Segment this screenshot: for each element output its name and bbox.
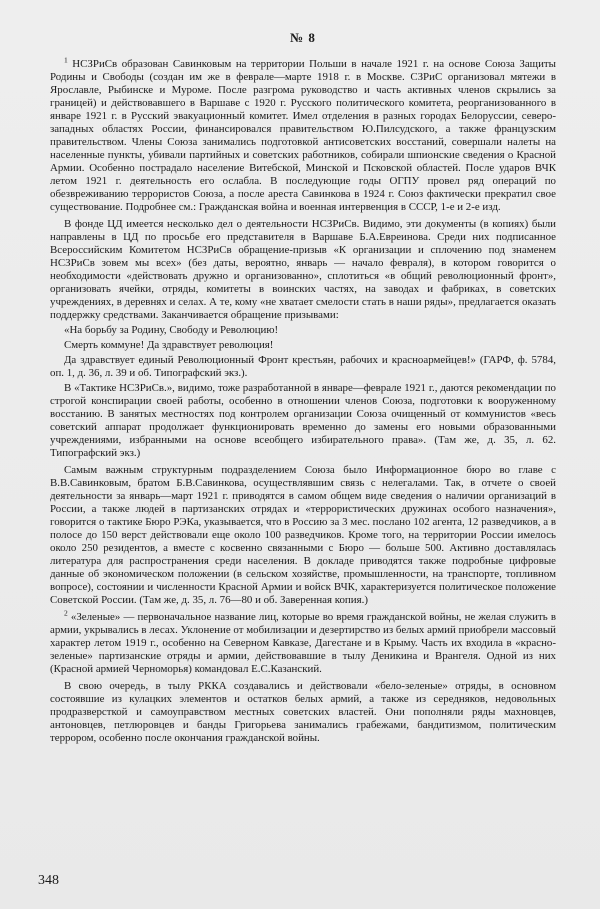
footnote-marker: 1 — [64, 55, 68, 65]
footnote-marker: 2 — [64, 608, 68, 618]
page-number: 348 — [38, 873, 59, 888]
footnote-text: «Зеленые» — первоначальное название лиц, которые во время гражданской войны, не желая служить в армии, укрывались в лесах. Уклонение от мобилизации и дезертирство из белых армий приобрели массовый характер летом 1919 г., особенно на Северном Кавказе, Дагестане и в Крыму. Часть их входила в «красно-зеленые» партизанские отряды и армии, действовавшие в тылу Деникина и Врангеля. Одной из них (Красной армией Черноморья) командовал Е.С.Казанский. — [50, 611, 556, 675]
footnote-1 — [50, 55, 556, 214]
quote-line: Смерть коммуне! Да здравствует революция! — [64, 339, 274, 351]
paragraph: Самым важным структурным подразделением Союза было Информационное бюро во главе с В.В.Савинковым, братом Б.В.Савинкова, осуществлявшим связь с нелегалами. Так, в отчете о своей деятельности за январь—март 1921 г. приводятся в самом общем виде сведения о наличии организаций в России, а также людей в партизанских отрядах и «террористических дружинах особого назначения», говорится о тактике Бюро РЭКа, указывается, что в Россию за 3 мес. послано 102 агента, 12 разведчиков, а в полосе до 150 верст действовали еще около 100 разведчиков. Кроме того, на территории России имелось около 250 резидентов, а вместе с косвенно связанными с Бюро — больше 500. Активно доставлялась литература для распространения среди населения. В докладе приводятся также подробные цифровые данные об экономическом положении (в сельском хозяйстве, промышленности, на транспорте, топливном вопросе), состоянии и численности Красной Армии и войск ВЧК, характеризуется политическое положение Советской России. (Там же, д. 35, л. 76—80 и об. Заверенная копия.) — [50, 464, 556, 606]
paragraph: В «Тактике НСЗРиСв.», видимо, тоже разработанной в январе—феврале 1921 г., даются рекомендации по строгой конспирации своей работы, особенно в отношении членов Союза, подготовки к вооруженному восстанию. В занятых местностях под контролем организации Союза очищенный от коммунистов «весь советский аппарат продолжает функционировать временно до замены его новыми образованными учреждениями, избранными на основе всеобщего избирательного права». (Там же, д. 35, л. 62. Типографский экз.) — [50, 382, 556, 459]
paragraph: В свою очередь, в тылу РККА создавались и действовали «бело-зеленые» отряды, в основном состоявшие из кулацких элементов и остатков белых армий, а также из середняков, недовольных продразверсткой и самоуправством местных советских властей. Они пополняли ряды махновцев, антоновцев, петлюровцев и банды Григорьева занимались грабежами, бандитизмом, политическим террором, особенно после окончания гражданской войны. — [50, 680, 556, 744]
document-number: № 8 — [290, 30, 316, 45]
quote-line: Да здравствует единый Революционный Фронт крестьян, рабочих и красноармейцев!» (ГАРФ, ф. 5784, оп. 1, д. 36, л. 39 и об. Типографский экз.). — [50, 354, 556, 379]
paragraph: В фонде ЦД имеется несколько дел о деятельности НСЗРиСв. Видимо, эти документы (в копиях) были направлены в ЦД по просьбе его представителя в Варшаве Б.А.Евреинова. Среди них подписанное Всероссийским Комитетом НСЗРиСв обращение-призыв «К организации и сплочению под знаменем НСЗРиСв зовем мы всех» (без даты, вероятно, январь — начало февраля), в котором говорится о необходимости «действовать дружно и организованно», сплотиться «в общий революционный фронт», организовать ячейки, отряды, комитеты в воинских частях, на заводах и фабриках, в советских учреждениях, в деревнях и селах. А те, кому «не хватает смелости стать в наши ряды», предлагается оказать поддержку средствами. Заканчивается обращение призывами: — [50, 218, 556, 321]
quote-line: «На борьбу за Родину, Свободу и Революцию! — [64, 324, 279, 336]
footnote-text: НСЗРиСв образован Савинковым на территории Польши в начале 1921 г. на основе Союза Защиты Родины и Свободы (создан им же в феврале—марте 1918 г. в Москве. СЗРиС организовал мятежи в Ярославле, Рыбинске и Муроме. После разгрома руководство и часть активных членов скрылись за границей) и действовавшего в Варшаве с 1920 г. Русского политического комитета, реорганизованного в январе 1921 г. в Русский эвакуационный комитет. Имел отделения в разных городах Белоруссии, северо-западных областях России, финансировался правительством Ю.Пилсудского, а также французским правительством. Члены Союза занимались подготовкой антисоветских восстаний, совершали налеты на населенные пункты, убивали партийных и советских работников, собирали шпионские сведения о Красной Армии. Особенно пострадало население Витебской, Минской и Псковской областей. После ударов ВЧК летом 1921 г. деятельность его ослабла. В последующие годы ОГПУ провел ряд операций по обезвреживанию террористов Союза, а после ареста Савинкова в 1924 г. Союз фактически прекратил свое существование. Подробнее см.: Гражданская война и военная интервенция в СССР, 1-е и 2-е изд. — [50, 58, 556, 213]
footnote-2 — [50, 608, 556, 676]
